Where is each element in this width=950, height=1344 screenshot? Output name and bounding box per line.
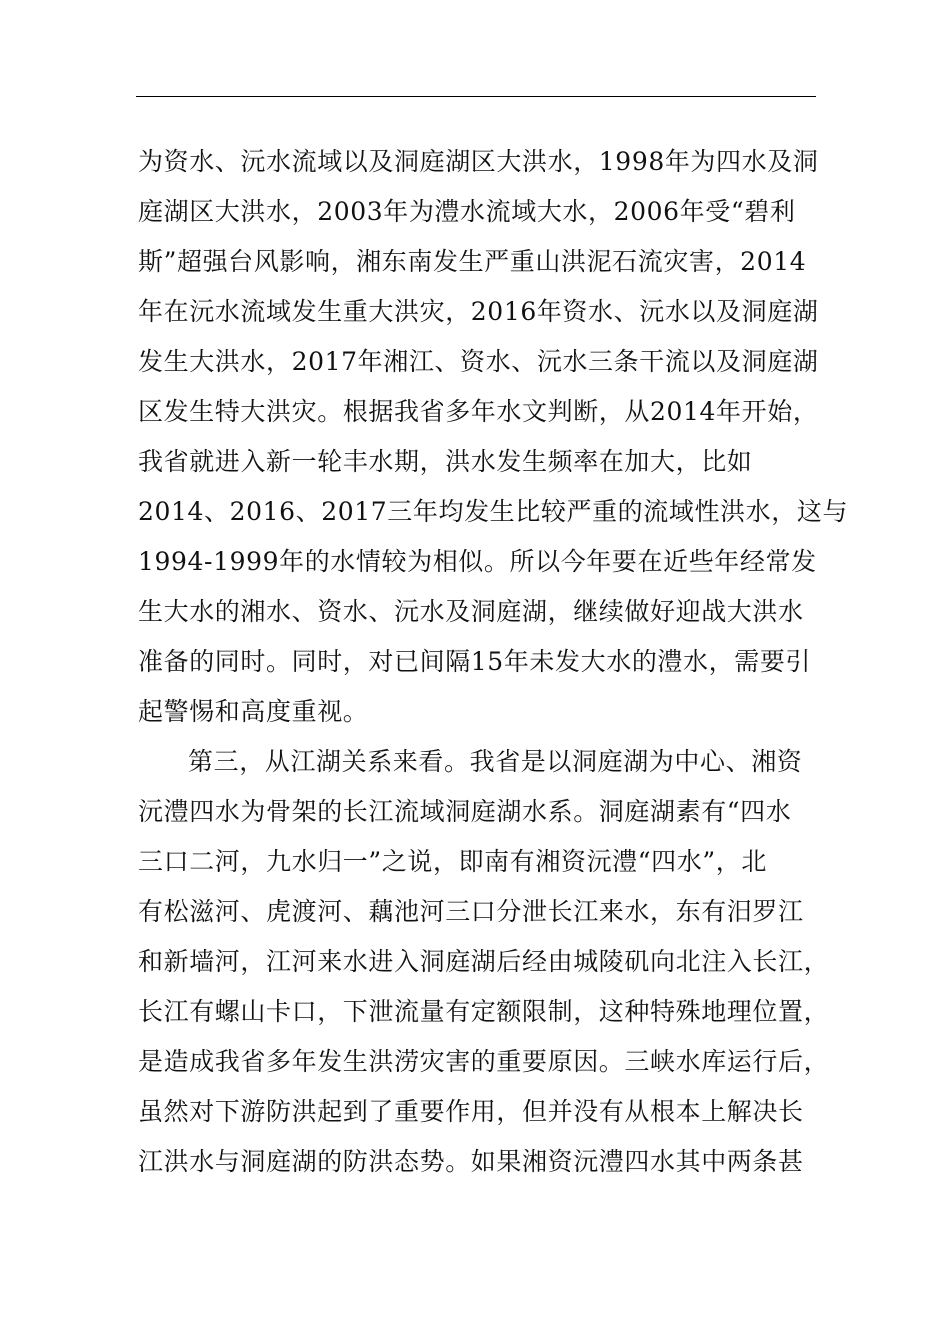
text-line: 我省就进入新一轮丰水期，洪水发生频率在加大，比如 <box>138 447 753 476</box>
text-line: 虽然对下游防洪起到了重要作用，但并没有从根本上解决长 <box>138 1097 804 1126</box>
text-line: 三口二河，九水归一”之说，即南有湘资沅澧“四水”，北 <box>138 847 767 876</box>
text-line: 发生大洪水，2017年湘江、资水、沅水三条干流以及洞庭湖 <box>138 347 819 376</box>
paragraph-start-line: 第三，从江湖关系来看。我省是以洞庭湖为中心、湘资 <box>188 747 803 776</box>
text-line: 长江有螺山卡口，下泄流量有定额限制，这种特殊地理位置， <box>138 997 830 1026</box>
text-line: 斯”超强台风影响，湘东南发生严重山洪泥石流灾害，2014 <box>138 247 807 276</box>
text-line: 沅澧四水为骨架的长江流域洞庭湖水系。洞庭湖素有“四水 <box>138 797 792 826</box>
text-line: 1994-1999年的水情较为相似。所以今年要在近些年经常发 <box>138 547 817 576</box>
text-line: 生大水的湘水、资水、沅水及洞庭湖，继续做好迎战大洪水 <box>138 597 804 626</box>
text-line: 区发生特大洪灾。根据我省多年水文判断，从2014年开始， <box>138 397 819 426</box>
text-line: 2014、2016、2017三年均发生比较严重的流域性洪水，这与 <box>138 497 849 526</box>
text-line: 有松滋河、虎渡河、藕池河三口分泄长江来水，东有汨罗江 <box>138 897 804 926</box>
header-rule <box>136 96 816 97</box>
text-line: 是造成我省多年发生洪涝灾害的重要原因。三峡水库运行后， <box>138 1047 830 1076</box>
text-line: 为资水、沅水流域以及洞庭湖区大洪水，1998年为四水及洞 <box>138 147 819 176</box>
text-line: 起警惕和高度重视。 <box>138 697 369 726</box>
text-line: 江洪水与洞庭湖的防洪态势。如果湘资沅澧四水其中两条甚 <box>138 1147 804 1176</box>
text-line: 庭湖区大洪水，2003年为澧水流域大水，2006年受“碧利 <box>138 197 796 226</box>
text-line: 和新墙河，江河来水进入洞庭湖后经由城陵矶向北注入长江， <box>138 947 830 976</box>
text-line: 准备的同时。同时，对已间隔15年未发大水的澧水，需要引 <box>138 647 812 676</box>
text-line: 年在沅水流域发生重大洪灾，2016年资水、沅水以及洞庭湖 <box>138 297 819 326</box>
